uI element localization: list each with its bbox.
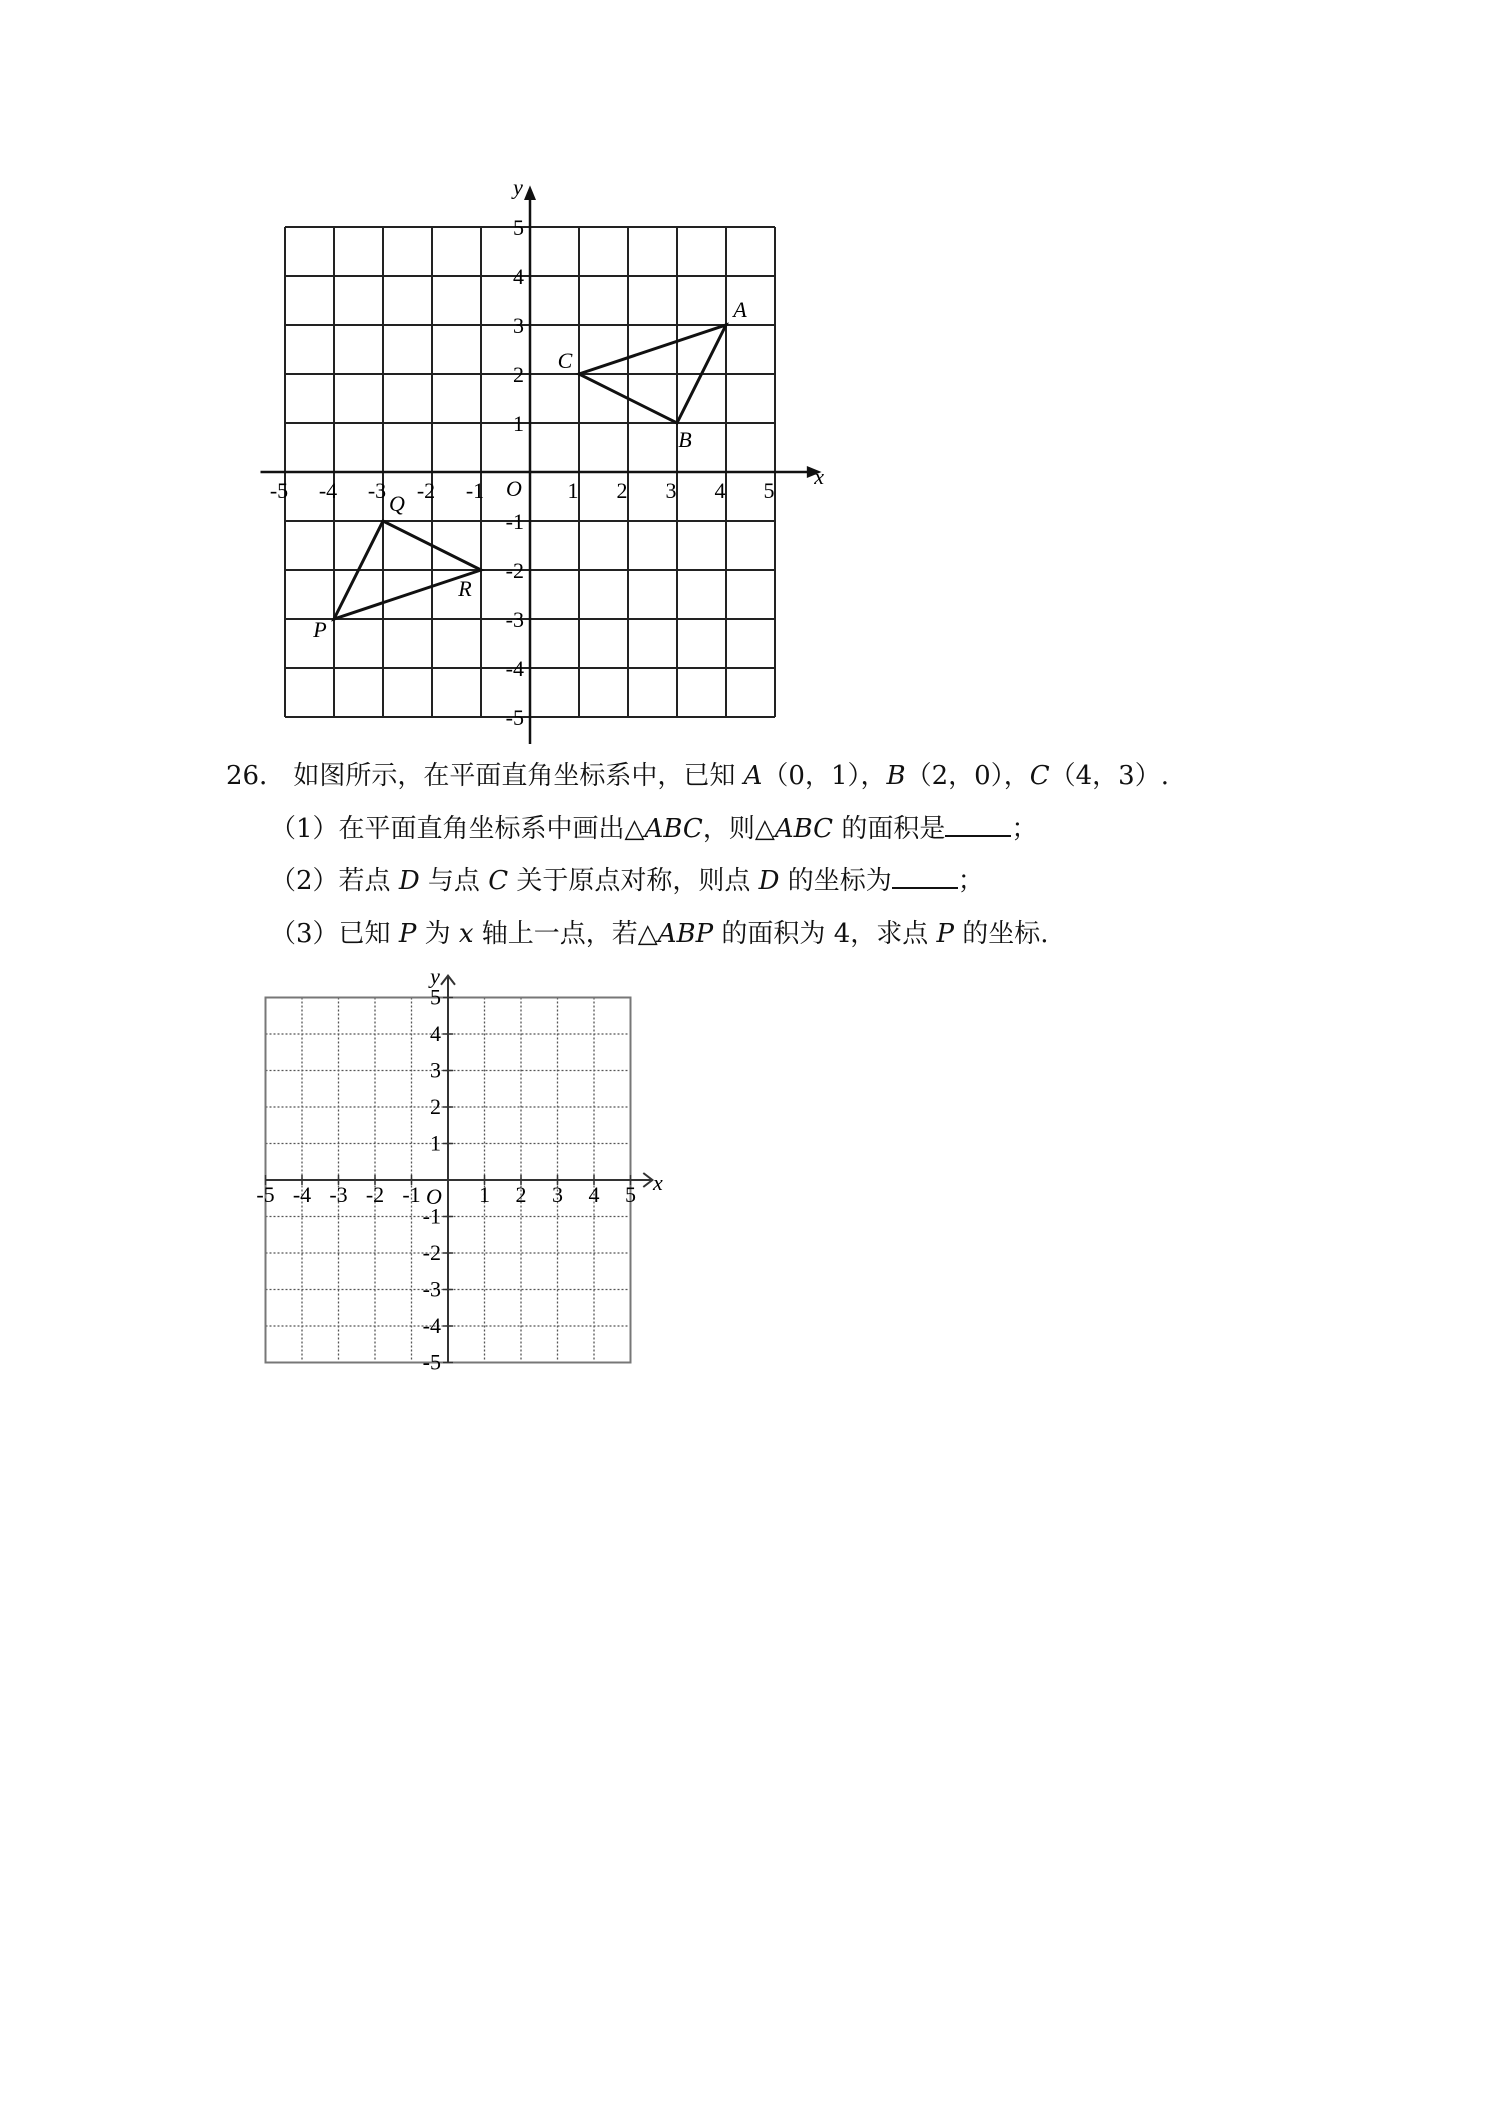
x-tick-label: -4: [292, 1182, 312, 1207]
vertex-label-a: A: [733, 297, 747, 322]
origin-label: O: [506, 476, 522, 501]
answer-blank-1[interactable]: [945, 813, 1011, 837]
y-axis-arrow: [524, 185, 536, 200]
question-stem: 26． 如图所示，在平面直角坐标系中，已知 A（0，1），B（2，0），C（4，3）.: [226, 761, 1169, 791]
coordinate-figure-blank[interactable]: [255, 950, 685, 1380]
vertex-label-p: P: [313, 617, 327, 642]
x-tick-label: 5: [625, 1182, 636, 1207]
x-axis-label: x: [652, 1170, 663, 1195]
x-tick-label: 1: [479, 1182, 490, 1207]
y-tick-label: -1: [422, 1203, 441, 1229]
y-tick-label: 2: [430, 1094, 441, 1119]
y-axis-label: y: [513, 174, 523, 200]
y-tick-label: -5: [422, 1349, 441, 1375]
x-tick-label: 2: [515, 1182, 527, 1207]
x-tick-label: -3: [329, 1182, 348, 1207]
y-tick-label: 4: [430, 1021, 441, 1046]
x-tick-label: -1: [402, 1182, 421, 1207]
x-axis-label: x: [814, 464, 824, 489]
origin-label: O: [426, 1184, 442, 1209]
vertex-label-c: C: [557, 348, 573, 373]
y-tick-label: 5: [513, 215, 524, 240]
y-axis-label: y: [430, 963, 440, 989]
x-tick-label: 4: [588, 1182, 600, 1207]
vertex-label-q: Q: [389, 491, 405, 516]
x-tick-label: 2: [616, 478, 628, 503]
sub-question-1: （1）在平面直角坐标系中画出△ABC，则△ABC 的面积是 ；: [270, 814, 1038, 844]
y-tick-label: 3: [513, 313, 524, 338]
y-tick-label: -4: [422, 1313, 441, 1338]
y-tick-label: -2: [505, 558, 524, 583]
coordinate-figure-triangles: [240, 170, 840, 750]
x-tick-label: -5: [269, 478, 289, 503]
x-tick-label: -4: [318, 478, 338, 503]
y-tick-label: 5: [430, 984, 441, 1010]
x-tick-label: 3: [665, 478, 677, 503]
x-tick-label: -1: [465, 478, 485, 503]
y-tick-label: 3: [430, 1057, 441, 1083]
y-tick-label: -1: [505, 509, 524, 534]
y-tick-label: -5: [505, 705, 524, 730]
x-tick-label: 5: [763, 478, 775, 503]
axes: [261, 185, 822, 744]
axis-tick-labels: [256, 963, 663, 1374]
question-number: 26．: [226, 761, 286, 791]
x-tick-label: -3: [367, 478, 387, 503]
vertex-label-b: B: [678, 427, 692, 452]
x-tick-label: -5: [256, 1182, 275, 1207]
y-tick-label: -2: [422, 1240, 441, 1265]
answer-blank-2[interactable]: [892, 865, 958, 889]
y-tick-label: -3: [422, 1276, 441, 1302]
axis-tick-labels: [270, 174, 824, 730]
x-tick-label: 1: [567, 478, 579, 503]
vertex-label-r: R: [458, 576, 472, 601]
y-tick-label: 2: [513, 362, 524, 387]
sub-question-3: （3）已知 P 为 x 轴上一点，若△ABP 的面积为 4，求点 P 的坐标.: [270, 919, 1049, 949]
y-tick-label: -4: [505, 656, 524, 681]
y-tick-label: 4: [513, 264, 524, 289]
y-tick-label: 1: [513, 411, 524, 436]
x-tick-label: -2: [416, 478, 436, 503]
x-tick-label: 4: [714, 478, 726, 503]
x-tick-label: 3: [552, 1182, 563, 1207]
sub-question-2: （2）若点 D 与点 C 关于原点对称，则点 D 的坐标为 ；: [270, 866, 984, 896]
x-tick-label: -2: [365, 1182, 385, 1207]
y-tick-label: -3: [505, 607, 524, 632]
y-tick-label: 1: [430, 1130, 441, 1156]
